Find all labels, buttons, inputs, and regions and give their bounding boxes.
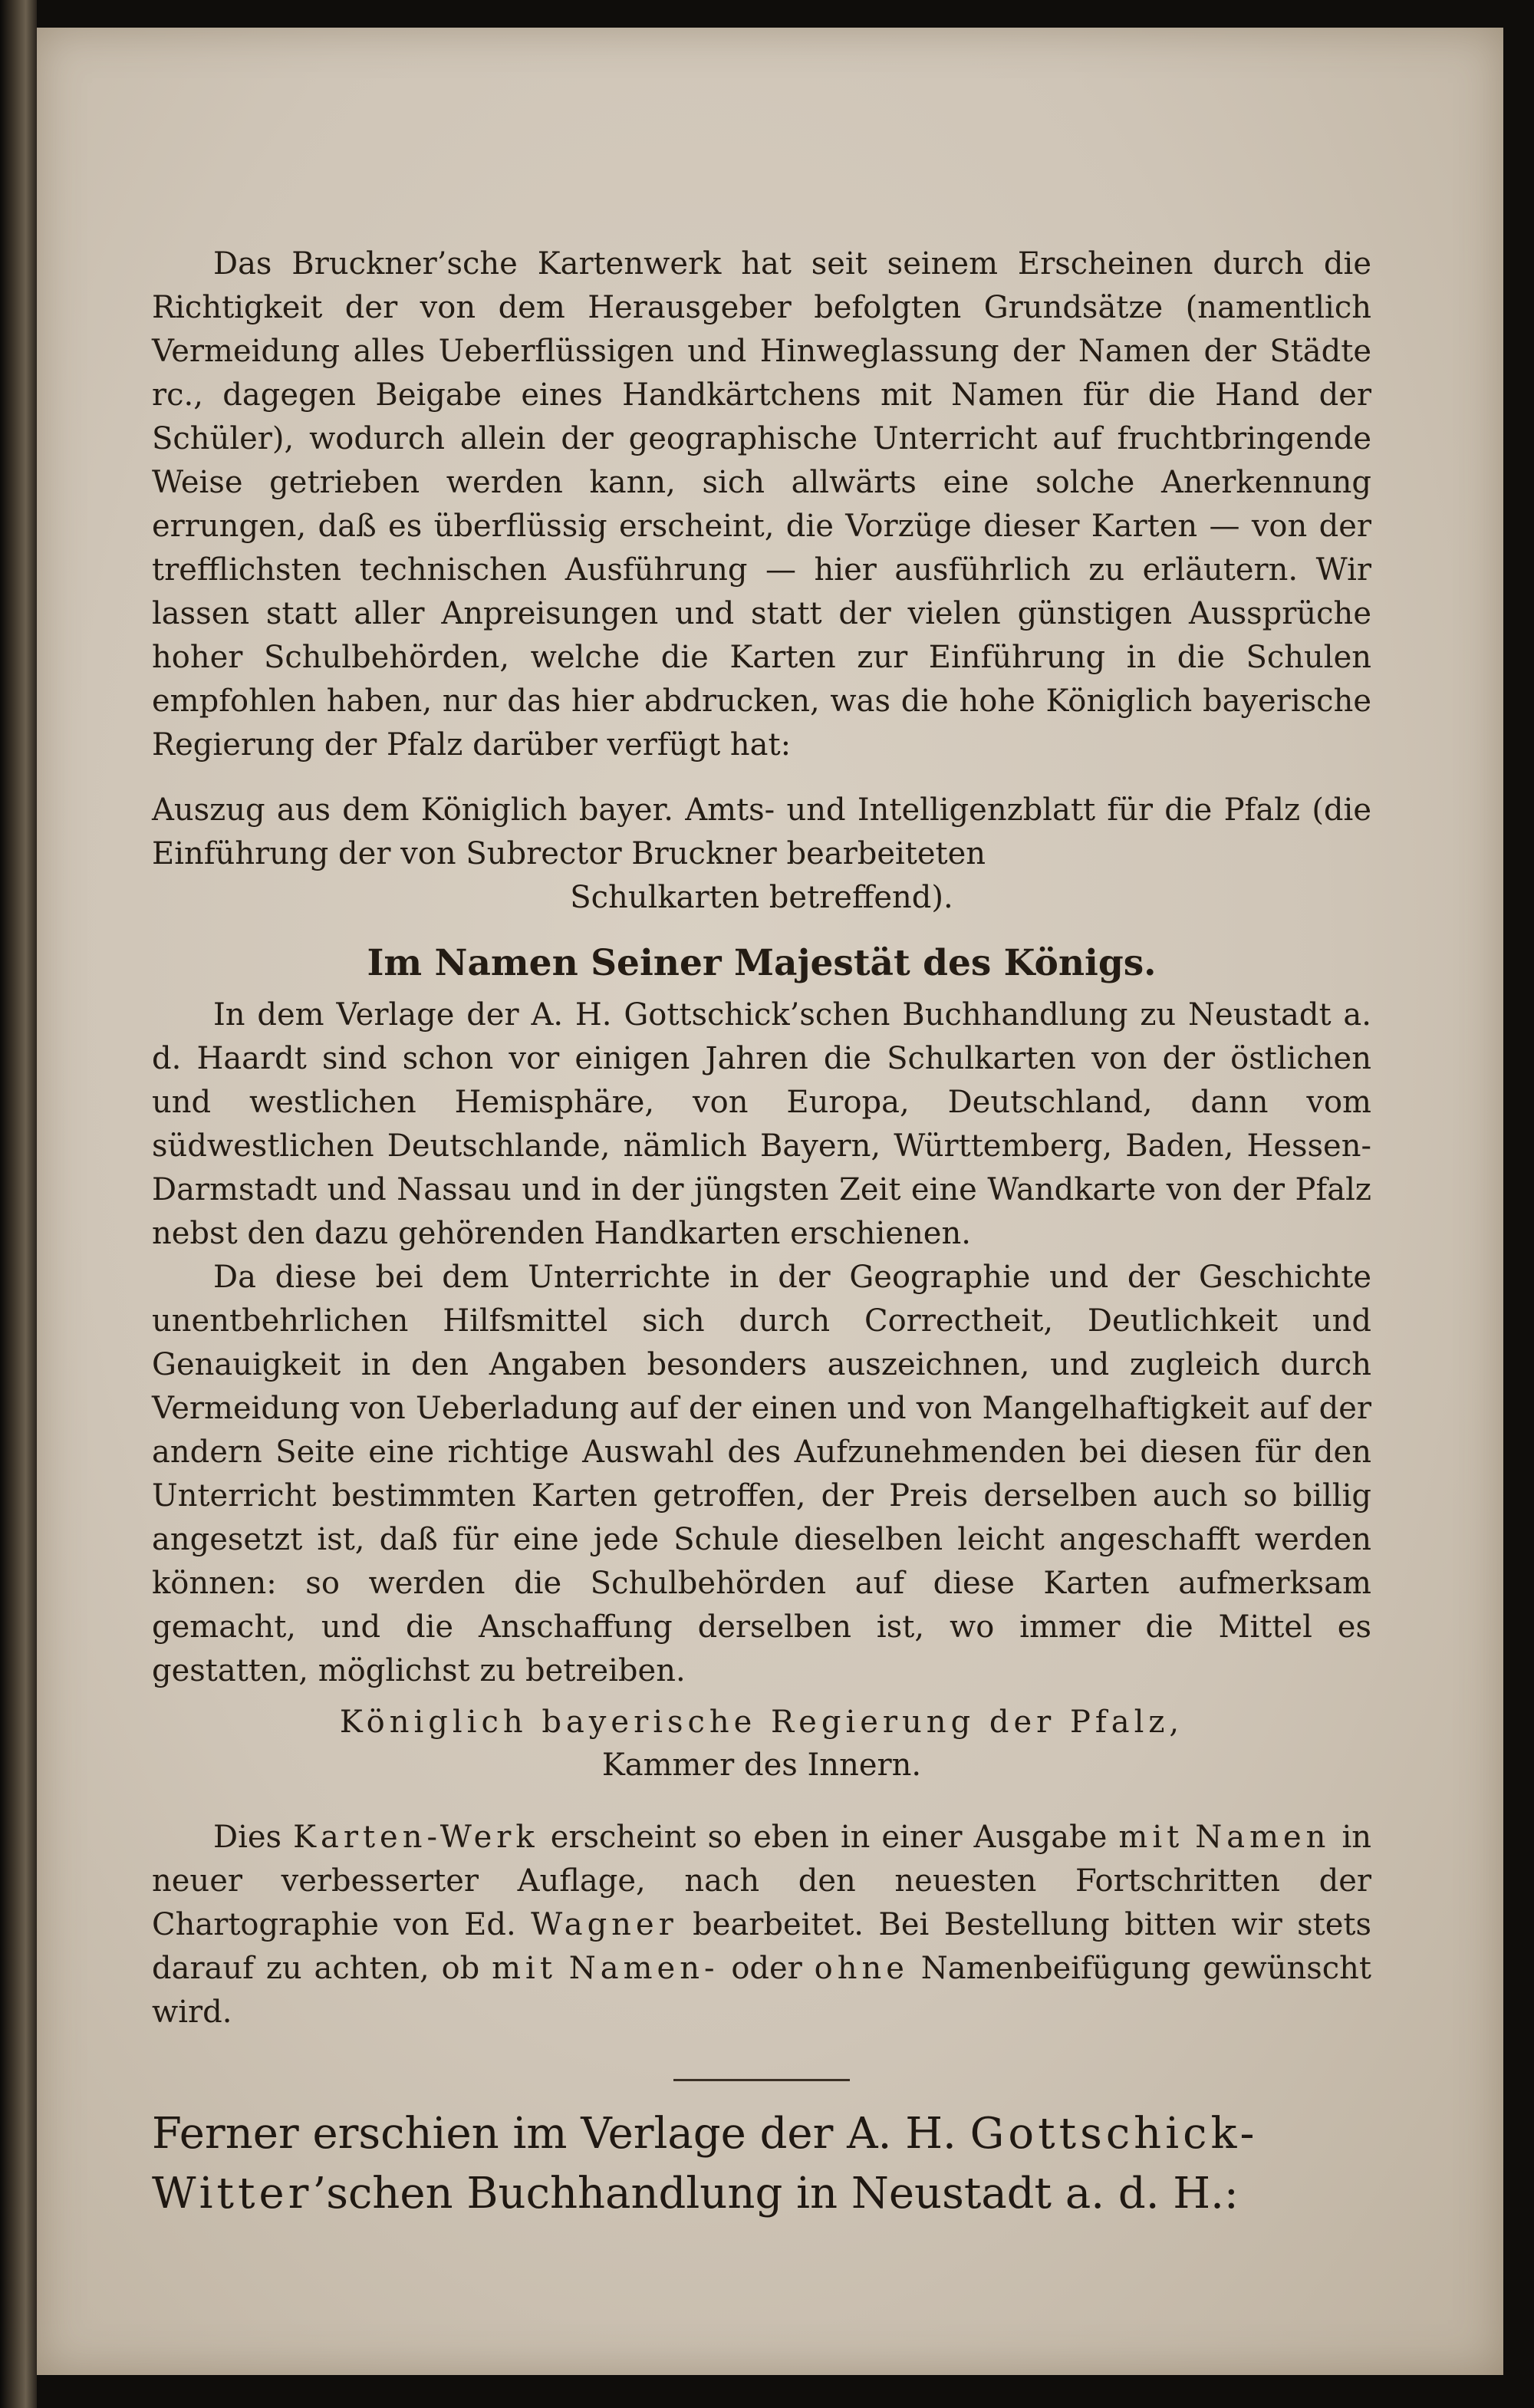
footer-text-1: Ferner erschien im Verlage der A. H. [152,2109,970,2159]
edition-text-8: Namenbeifügung gewünscht wird. [152,1951,1372,2030]
edition-namen-1: Namen [1195,1820,1331,1855]
intro-paragraph: Das Bruckner’sche Kartenwerk hat seit seinem Erscheinen durch die Richtigkeit der von dem Herausgeber befolgten Grundsätze (namentlich Vermeidung alles Ueberflüssigen und Hinweglassung der Namen der Städte rc., dagegen Beigabe eines Handkärtchens mit Namen für die Hand der Schüler), wodurch allein der geographische Unterricht auf fruchtbringende Weise getrieben werden kann, sich allwärts eine solche Anerkennung errungen, daß es überflüssig erscheint, die Vorzüge dieser Karten — von der trefflichsten technischen Ausführung — hier ausführlich zu erläutern. Wir lassen statt aller Anpreisungen und statt der vielen günstigen Aussprüche hoher Schulbehörden, welche die Karten zur Einführung in die Schulen empfohlen haben, nur das hier abdrucken, was die hohe Königlich bayerische Regierung der Pfalz darüber verfügt hat: [152,246,1371,763]
edition-mit-2: mit [492,1951,557,1986]
signature-authority: Königlich bayerische Regierung der Pfalz, [339,1705,1184,1740]
edition-wagner: Wagner [531,1907,678,1942]
footer-text-2: ’schen Buchhandlung in Neustadt a. d. H.: [312,2169,1239,2219]
extract-caption [152,789,1371,920]
signature-chamber: Kammer des Innern. [601,1748,922,1783]
edition-text-5: bearbeitet. Bei Bestellung bitten wir stets darauf zu achten, ob [152,1907,1371,1986]
edition-ohne: ohne [814,1951,909,1986]
edition-text-1: Dies [213,1820,294,1855]
edition-mit-1: mit [1118,1820,1184,1855]
edition-paragraph [152,1816,1371,2034]
edition-namen-2: Namen- [568,1951,719,1986]
page-text [152,242,1371,2224]
decree-paragraph-1: In dem Verlage der A. H. Gottschick’schen Buchhandlung zu Neustadt a. d. Haardt sind schon vor einigen Jahren die Schulkarten von der östlichen und westlichen Hemisphäre, von Europa, Deutschland, dann vom südwestlichen Deutschlande, nämlich Bayern, Württemberg, Baden, Hessen-Darmstadt und Nassau und in der jüngsten Zeit eine Wandkarte von der Pfalz nebst den dazu gehörenden Handkarten erschienen. [152,997,1371,1251]
edition-text-7: oder [719,1951,815,1986]
footer-gottschick: Gottschick- [969,2109,1259,2159]
signature-block [152,1701,1371,1787]
edition-text-3 [1183,1820,1195,1855]
section-divider [673,2079,850,2081]
decree-heading: Im Namen Seiner Majestät des Königs. [367,942,1157,984]
book-spine-edge [0,0,37,2408]
edition-text-4: in neuer verbesserter Auflage, nach den neuesten Fortschritten der Chartographie von Ed. [152,1820,1372,1942]
extract-main: Auszug aus dem Königlich bayer. Amts- und Intelligenzblatt für die Pfalz (die Einführung der von Subrector Bruckner bearbeiteten [152,792,1371,871]
paper-sheet [37,28,1503,2375]
footer-witter: Witter [152,2169,313,2219]
edition-text-6 [557,1951,569,1986]
decree-paragraph-2: Da diese bei dem Unterrichte in der Geographie und der Geschichte unentbehrlichen Hilfsmittel sich durch Correctheit, Deutlichkeit und Genauigkeit in den Angaben besonders auszeichnen, und zugleich durch Vermeidung von Ueberladung auf der einen und von Mangelhaftigkeit auf der andern Seite eine richtige Auswahl des Aufzunehmenden bei diesen für den Unterricht bestimmten Karten getroffen, der Preis derselben auch so billig angesetzt ist, daß für eine jede Schule dieselben leicht angeschafft werden können: so werden die Schulbehörden auf diese Karten aufmerksam gemacht, und die Anschaffung derselben ist, wo immer die Mittel es gestatten, möglichst zu betreiben. [152,1260,1371,1688]
edition-karten-werk: Karten-Werk [293,1820,539,1855]
edition-text-2: erscheint so eben in einer Ausgabe [538,1820,1119,1855]
footer-announcement [152,2104,1371,2224]
extract-last-line: Schulkarten betreffend). [570,880,953,915]
